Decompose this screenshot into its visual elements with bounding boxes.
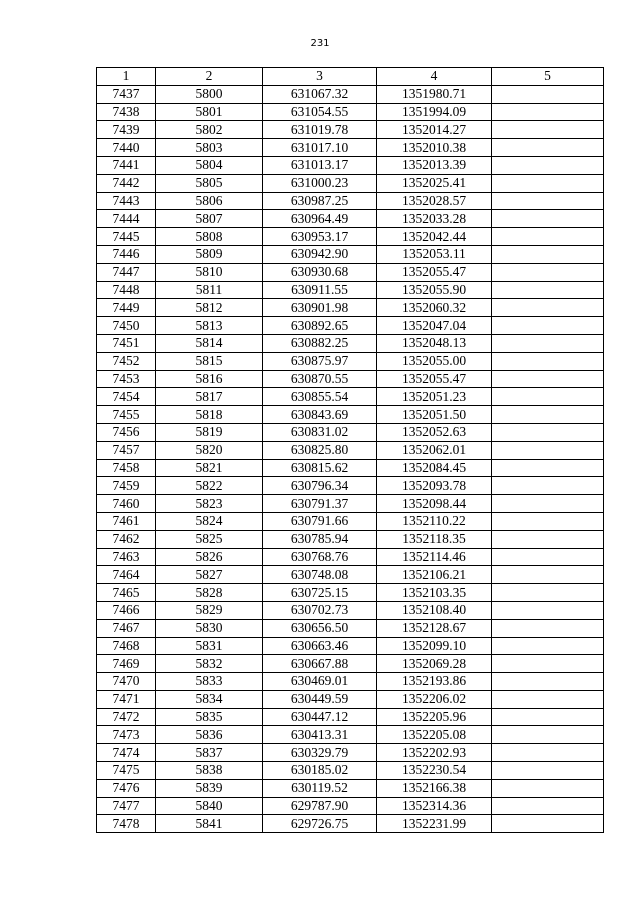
column-header: 2: [156, 68, 263, 86]
column-header: 1: [97, 68, 156, 86]
table-cell: 7476: [97, 779, 156, 797]
table-row: [97, 245, 604, 263]
table-cell: 5804: [156, 156, 263, 174]
table-cell: 5835: [156, 708, 263, 726]
table-cell: [492, 601, 604, 619]
table-cell: 7462: [97, 530, 156, 548]
table-cell: 630930.68: [263, 263, 377, 281]
table-cell: 5806: [156, 192, 263, 210]
table-row: [97, 762, 604, 780]
table-cell: 5809: [156, 245, 263, 263]
table-cell: 5805: [156, 174, 263, 192]
table-cell: 7474: [97, 744, 156, 762]
table-row: [97, 317, 604, 335]
table-cell: 630987.25: [263, 192, 377, 210]
table-cell: 630815.62: [263, 459, 377, 477]
table-cell: 1352099.10: [377, 637, 492, 655]
table-row: [97, 441, 604, 459]
table-cell: 630831.02: [263, 423, 377, 441]
table-body: [97, 85, 604, 832]
table-cell: [492, 370, 604, 388]
table-row: [97, 352, 604, 370]
table-cell: 7463: [97, 548, 156, 566]
table-cell: 7459: [97, 477, 156, 495]
table-cell: 7438: [97, 103, 156, 121]
table-cell: 630185.02: [263, 762, 377, 780]
table-cell: 5813: [156, 317, 263, 335]
table-row: [97, 388, 604, 406]
table-cell: 1352231.99: [377, 815, 492, 833]
table-row: [97, 406, 604, 424]
table-row: [97, 192, 604, 210]
table-row: [97, 708, 604, 726]
table-cell: 5829: [156, 601, 263, 619]
table-cell: 7458: [97, 459, 156, 477]
table-cell: 5810: [156, 263, 263, 281]
table-cell: [492, 210, 604, 228]
table-cell: 7444: [97, 210, 156, 228]
table-cell: 5831: [156, 637, 263, 655]
table-cell: 7467: [97, 619, 156, 637]
table-cell: 1352103.35: [377, 584, 492, 602]
table-cell: 7442: [97, 174, 156, 192]
table-cell: 7460: [97, 495, 156, 513]
table-cell: 1352010.38: [377, 139, 492, 157]
table-cell: 630663.46: [263, 637, 377, 655]
table-cell: [492, 566, 604, 584]
table-cell: 630329.79: [263, 744, 377, 762]
table-cell: 1352055.47: [377, 370, 492, 388]
table-cell: 630449.59: [263, 690, 377, 708]
table-row: [97, 637, 604, 655]
table-row: [97, 334, 604, 352]
table-cell: 5821: [156, 459, 263, 477]
table-cell: 630447.12: [263, 708, 377, 726]
table-cell: 630825.80: [263, 441, 377, 459]
table-cell: 630119.52: [263, 779, 377, 797]
table-cell: 5839: [156, 779, 263, 797]
table-cell: [492, 512, 604, 530]
table-cell: 1352025.41: [377, 174, 492, 192]
table-cell: 7440: [97, 139, 156, 157]
table-cell: 7466: [97, 601, 156, 619]
table-row: [97, 495, 604, 513]
table-cell: 7448: [97, 281, 156, 299]
table-row: [97, 726, 604, 744]
table-cell: 5822: [156, 477, 263, 495]
table-cell: 1352052.63: [377, 423, 492, 441]
table-cell: 631019.78: [263, 121, 377, 139]
table-row: [97, 423, 604, 441]
table-cell: 630892.65: [263, 317, 377, 335]
table-cell: 630882.25: [263, 334, 377, 352]
column-header: 4: [377, 68, 492, 86]
table-cell: 630702.73: [263, 601, 377, 619]
table-cell: 5833: [156, 673, 263, 691]
page-number: 231: [310, 38, 330, 49]
table-cell: 1352166.38: [377, 779, 492, 797]
table-cell: 1352060.32: [377, 299, 492, 317]
table-cell: 1352013.39: [377, 156, 492, 174]
table-cell: 630855.54: [263, 388, 377, 406]
table-cell: [492, 245, 604, 263]
table-cell: 630901.98: [263, 299, 377, 317]
table-cell: 630870.55: [263, 370, 377, 388]
table-cell: [492, 441, 604, 459]
table-row: [97, 103, 604, 121]
table-cell: 630656.50: [263, 619, 377, 637]
table-cell: 7470: [97, 673, 156, 691]
table-cell: 1352014.27: [377, 121, 492, 139]
table-cell: 630469.01: [263, 673, 377, 691]
table-cell: 1352106.21: [377, 566, 492, 584]
table-cell: 630875.97: [263, 352, 377, 370]
table-cell: 7455: [97, 406, 156, 424]
table-cell: 7477: [97, 797, 156, 815]
table-cell: 5801: [156, 103, 263, 121]
table-cell: [492, 530, 604, 548]
table-cell: [492, 637, 604, 655]
table-cell: 5828: [156, 584, 263, 602]
table-cell: [492, 477, 604, 495]
table-cell: 1352108.40: [377, 601, 492, 619]
table-cell: 7471: [97, 690, 156, 708]
table-cell: 5800: [156, 85, 263, 103]
table-cell: 5820: [156, 441, 263, 459]
table-cell: 5841: [156, 815, 263, 833]
table-row: [97, 619, 604, 637]
table-cell: 7447: [97, 263, 156, 281]
table-cell: [492, 406, 604, 424]
table-cell: 7473: [97, 726, 156, 744]
table-cell: 5811: [156, 281, 263, 299]
table-row: [97, 263, 604, 281]
table-cell: 1352055.90: [377, 281, 492, 299]
table-cell: 7449: [97, 299, 156, 317]
table-cell: 631067.32: [263, 85, 377, 103]
table-cell: 1352093.78: [377, 477, 492, 495]
table-cell: 631054.55: [263, 103, 377, 121]
table-cell: 630748.08: [263, 566, 377, 584]
table-header-row: [97, 68, 604, 86]
table-cell: [492, 762, 604, 780]
table-cell: 1352230.54: [377, 762, 492, 780]
table-cell: 5832: [156, 655, 263, 673]
table-cell: [492, 317, 604, 335]
table-cell: [492, 726, 604, 744]
column-header: 5: [492, 68, 604, 86]
table-cell: 5827: [156, 566, 263, 584]
table-row: [97, 815, 604, 833]
table-cell: [492, 815, 604, 833]
table-cell: 1352128.67: [377, 619, 492, 637]
table-cell: 630911.55: [263, 281, 377, 299]
table-cell: 5826: [156, 548, 263, 566]
table-cell: [492, 655, 604, 673]
table-cell: [492, 334, 604, 352]
table-cell: 630791.37: [263, 495, 377, 513]
table-cell: 7453: [97, 370, 156, 388]
table-cell: 5817: [156, 388, 263, 406]
table-cell: 1352051.23: [377, 388, 492, 406]
table-cell: 7457: [97, 441, 156, 459]
table-cell: 7443: [97, 192, 156, 210]
table-cell: 5836: [156, 726, 263, 744]
table-cell: [492, 708, 604, 726]
table-row: [97, 139, 604, 157]
table-row: [97, 530, 604, 548]
table-cell: 7464: [97, 566, 156, 584]
table-cell: 630413.31: [263, 726, 377, 744]
table-cell: 1352048.13: [377, 334, 492, 352]
table-cell: [492, 156, 604, 174]
table-cell: 5823: [156, 495, 263, 513]
table-cell: 1352110.22: [377, 512, 492, 530]
table-cell: 5824: [156, 512, 263, 530]
table-row: [97, 121, 604, 139]
table-cell: [492, 744, 604, 762]
table-cell: 1352055.47: [377, 263, 492, 281]
table-row: [97, 85, 604, 103]
table-cell: [492, 673, 604, 691]
table-cell: [492, 192, 604, 210]
table-row: [97, 228, 604, 246]
table-row: [97, 210, 604, 228]
table-cell: 1352047.04: [377, 317, 492, 335]
table-cell: 5834: [156, 690, 263, 708]
table-cell: 5825: [156, 530, 263, 548]
table-cell: 5840: [156, 797, 263, 815]
table-cell: 7437: [97, 85, 156, 103]
table-row: [97, 744, 604, 762]
table-cell: 5808: [156, 228, 263, 246]
table-cell: [492, 352, 604, 370]
table-cell: 1352069.28: [377, 655, 492, 673]
table-cell: 1352314.36: [377, 797, 492, 815]
table-cell: 5837: [156, 744, 263, 762]
table-cell: 5803: [156, 139, 263, 157]
table-cell: [492, 299, 604, 317]
table-cell: 7452: [97, 352, 156, 370]
table-cell: 7439: [97, 121, 156, 139]
table-cell: 5815: [156, 352, 263, 370]
table-cell: [492, 690, 604, 708]
table-row: [97, 174, 604, 192]
table-cell: 7451: [97, 334, 156, 352]
table-cell: 1352062.01: [377, 441, 492, 459]
table-cell: 5819: [156, 423, 263, 441]
table-row: [97, 548, 604, 566]
table-cell: 7465: [97, 584, 156, 602]
table-cell: 629726.75: [263, 815, 377, 833]
table-cell: [492, 121, 604, 139]
table-cell: 5816: [156, 370, 263, 388]
table-cell: [492, 174, 604, 192]
table-cell: 631000.23: [263, 174, 377, 192]
table-cell: 1352084.45: [377, 459, 492, 477]
table-cell: [492, 263, 604, 281]
table-cell: 7478: [97, 815, 156, 833]
table-cell: 7445: [97, 228, 156, 246]
table-cell: 1352033.28: [377, 210, 492, 228]
table-cell: [492, 548, 604, 566]
table-cell: 631017.10: [263, 139, 377, 157]
table-cell: 7456: [97, 423, 156, 441]
table-cell: 5814: [156, 334, 263, 352]
table-row: [97, 601, 604, 619]
table-cell: 1352114.46: [377, 548, 492, 566]
table-cell: 1352205.08: [377, 726, 492, 744]
table-row: [97, 477, 604, 495]
table-cell: 1352098.44: [377, 495, 492, 513]
table-cell: 5807: [156, 210, 263, 228]
table-cell: 1351994.09: [377, 103, 492, 121]
table-cell: 7450: [97, 317, 156, 335]
table-cell: 630791.66: [263, 512, 377, 530]
table-cell: [492, 85, 604, 103]
table-row: [97, 459, 604, 477]
table-row: [97, 673, 604, 691]
table-cell: 630725.15: [263, 584, 377, 602]
table-row: [97, 779, 604, 797]
column-header: 3: [263, 68, 377, 86]
table-row: [97, 584, 604, 602]
table-cell: 1352053.11: [377, 245, 492, 263]
table-row: [97, 655, 604, 673]
table-cell: 631013.17: [263, 156, 377, 174]
table-row: [97, 512, 604, 530]
table-cell: 1352202.93: [377, 744, 492, 762]
table-cell: 630964.49: [263, 210, 377, 228]
table-cell: [492, 388, 604, 406]
table-row: [97, 690, 604, 708]
table-cell: 7454: [97, 388, 156, 406]
table-cell: [492, 797, 604, 815]
table-cell: 630843.69: [263, 406, 377, 424]
table-cell: [492, 584, 604, 602]
table-cell: 630942.90: [263, 245, 377, 263]
table-cell: 630953.17: [263, 228, 377, 246]
table-cell: 629787.90: [263, 797, 377, 815]
table-cell: 7468: [97, 637, 156, 655]
table-cell: 7446: [97, 245, 156, 263]
table-cell: 5830: [156, 619, 263, 637]
table-cell: [492, 619, 604, 637]
table-cell: [492, 139, 604, 157]
table-row: [97, 281, 604, 299]
table-cell: 5838: [156, 762, 263, 780]
table-cell: 1352028.57: [377, 192, 492, 210]
table-cell: 5802: [156, 121, 263, 139]
coordinates-table: [96, 67, 604, 833]
table-cell: [492, 103, 604, 121]
table-cell: 7441: [97, 156, 156, 174]
table-row: [97, 370, 604, 388]
table-cell: 7475: [97, 762, 156, 780]
table-cell: 1351980.71: [377, 85, 492, 103]
table-row: [97, 156, 604, 174]
table-cell: 5818: [156, 406, 263, 424]
table-row: [97, 299, 604, 317]
table-cell: [492, 281, 604, 299]
table-cell: 1352206.02: [377, 690, 492, 708]
table-cell: 1352051.50: [377, 406, 492, 424]
table-cell: [492, 423, 604, 441]
table-cell: 630667.88: [263, 655, 377, 673]
table-cell: [492, 228, 604, 246]
table-cell: 630768.76: [263, 548, 377, 566]
table-cell: 1352193.86: [377, 673, 492, 691]
table-cell: 1352055.00: [377, 352, 492, 370]
table-cell: 630796.34: [263, 477, 377, 495]
table-cell: 7469: [97, 655, 156, 673]
table-row: [97, 797, 604, 815]
table-cell: [492, 779, 604, 797]
table-cell: 1352042.44: [377, 228, 492, 246]
table-cell: 7472: [97, 708, 156, 726]
table-cell: 7461: [97, 512, 156, 530]
table-row: [97, 566, 604, 584]
table-cell: 1352118.35: [377, 530, 492, 548]
table-cell: 1352205.96: [377, 708, 492, 726]
table-cell: 630785.94: [263, 530, 377, 548]
table-cell: 5812: [156, 299, 263, 317]
table-cell: [492, 459, 604, 477]
table-cell: [492, 495, 604, 513]
